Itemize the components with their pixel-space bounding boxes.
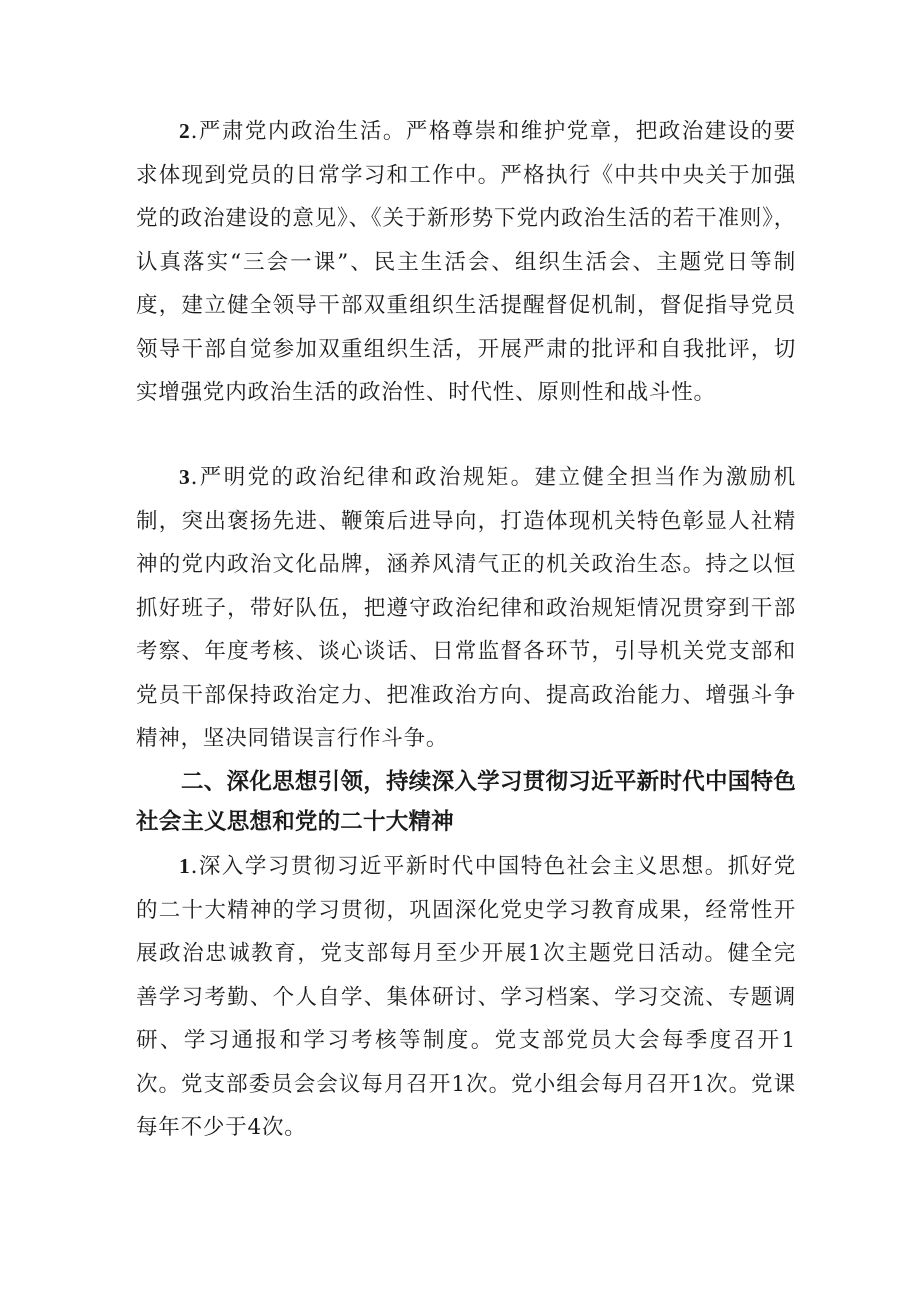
paragraph-text: .深入学习贯彻习近平新时代中国特色社会主义思想。抓好党的二十大精神的学习贯彻，巩固深化党史学习教育成果，经常性开展政治忠诚教育，党支部每月至少开展1次主题党日活动。健全完善学习考勤、个人自学、集体研讨、学习档案、学习交流、专题调研、学习通报和学习考核等制度。党支部党员大会每季度召开1次。党支部委员会会议每月召开1次。党小组会每月召开1次。党课每年不少于4次。	[136, 854, 796, 1140]
item-number: 1	[179, 854, 191, 878]
paragraph-text: .严肃党内政治生活。严格尊崇和维护党章，把政治建设的要求体现到党员的日常学习和工作中。严格执行《中共中央关于加强党的政治建设的意见》、《关于新形势下党内政治生活的若干准则》，认真落实“三会一课”、民主生活会、组织生活会、主题党日等制度，建立健全领导干部双重组织生活提醒督促机制，督促指导党员领导干部自觉参加双重组织生活，开展严肃的批评和自我批评，切实增强党内政治生活的政治性、时代性、原则性和战斗性。	[136, 119, 796, 405]
section-heading-2: 二、深化思想引领，持续深入学习贯彻习近平新时代中国特色社会主义思想和党的二十大精神	[136, 769, 796, 835]
item-number: 3	[179, 465, 191, 489]
paragraph-text: .严明党的政治纪律和政治规矩。建立健全担当作为激励机制，突出褒扬先进、鞭策后进导向，打造体现机关特色彰显人社精神的党内政治文化品牌，涵养风清气正的机关政治生态。持之以恒抓好班子，带好队伍，把遵守政治纪律和政治规矩情况贯穿到干部考察、年度考核、谈心谈话、日常监督各环节，引导机关党支部和党员干部保持政治定力、把准政治方向、提高政治能力、增强斗争精神，坚决同错误言行作斗争。	[136, 465, 796, 751]
item-number: 2	[179, 119, 191, 143]
paragraph-item-3	[136, 456, 796, 761]
paragraph-section2-item-1	[136, 845, 796, 1150]
paragraph-item-2	[136, 110, 796, 415]
